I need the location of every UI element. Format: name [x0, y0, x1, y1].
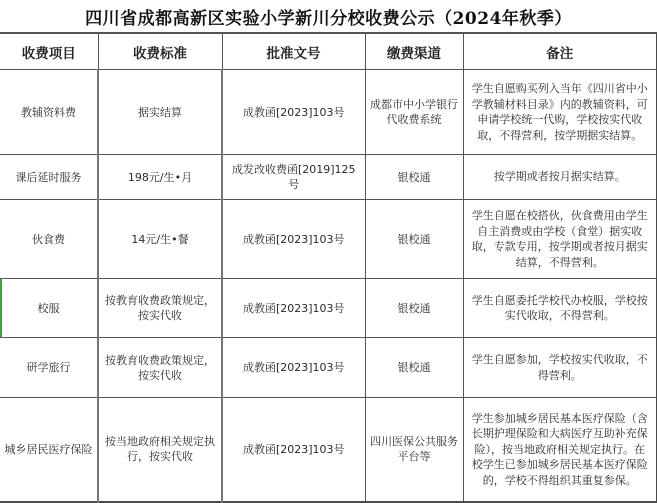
cell-item: 研学旅行	[0, 338, 98, 398]
cell-item: 课后延时服务	[0, 155, 98, 200]
table-row	[0, 338, 657, 398]
table-row	[0, 200, 657, 279]
cell-item: 教辅资料费	[0, 70, 98, 155]
cell-note: 按学期或者按月据实结算。	[463, 155, 657, 200]
header-note: 备注	[463, 33, 657, 70]
cell-item: 校服	[0, 279, 98, 338]
table-row	[0, 279, 657, 338]
cell-channel: 四川医保公共服务平台等	[365, 398, 463, 502]
cell-note: 学生自愿购买列入当年《四川省中小学教辅材料目录》内的教辅资料，可申请学校统一代购，学校按实代收取，不得营利，按学期据实结算。	[463, 70, 657, 155]
cell-channel: 银校通	[365, 200, 463, 279]
cell-standard: 14元/生•餐	[98, 200, 222, 279]
fee-table	[0, 32, 657, 503]
cell-item: 城乡居民医疗保险	[0, 398, 98, 502]
table-row	[0, 70, 657, 155]
cell-note: 学生自愿在校搭伙，伙食费用由学生自主消费或由学校（食堂）据实收取，专款专用，按学期或者按月据实结算，不得营利。	[463, 200, 657, 279]
cell-channel: 银校通	[365, 155, 463, 200]
cell-approval: 成教函[2023]103号	[222, 279, 365, 338]
cell-note: 学生自愿参加，学校按实代收取，不得营利。	[463, 338, 657, 398]
header-standard: 收费标准	[98, 33, 222, 70]
cell-approval: 成教函[2023]103号	[222, 338, 365, 398]
header-item: 收费项目	[0, 33, 98, 70]
table-row	[0, 155, 657, 200]
cell-channel: 银校通	[365, 338, 463, 398]
table-row	[0, 398, 657, 502]
header-approval: 批准文号	[222, 33, 365, 70]
cell-approval: 成教函[2023]103号	[222, 398, 365, 502]
page-title: 四川省成都高新区实验小学新川分校收费公示（2024年秋季）	[85, 8, 572, 29]
cell-approval: 成教函[2023]103号	[222, 70, 365, 155]
cell-item: 伙食费	[0, 200, 98, 279]
cell-note: 学生参加城乡居民基本医疗保险（含长期护理保险和大病医疗互助补充保险），按当地政府相关规定执行。在校学生已参加城乡居民基本医疗保险的，学校不得组织其重复参保。	[463, 398, 657, 502]
cell-standard: 按当地政府相关规定执行，按实代收	[98, 398, 222, 502]
header-channel: 缴费渠道	[365, 33, 463, 70]
cell-note: 学生自愿委托学校代办校服，学校按实代收取，不得营利。	[463, 279, 657, 338]
cell-standard: 据实结算	[98, 70, 222, 155]
cell-approval: 成教函[2023]103号	[222, 200, 365, 279]
cell-channel: 银校通	[365, 279, 463, 338]
cell-standard: 198元/生•月	[98, 155, 222, 200]
cell-approval: 成发改收费函[2019]125号	[222, 155, 365, 200]
cell-standard: 按教育收费政策规定，按实代收	[98, 338, 222, 398]
cell-channel: 成都市中小学银行代收费系统	[365, 70, 463, 155]
cell-standard: 按教育收费政策规定，按实代收	[98, 279, 222, 338]
table-header-row	[0, 33, 657, 70]
